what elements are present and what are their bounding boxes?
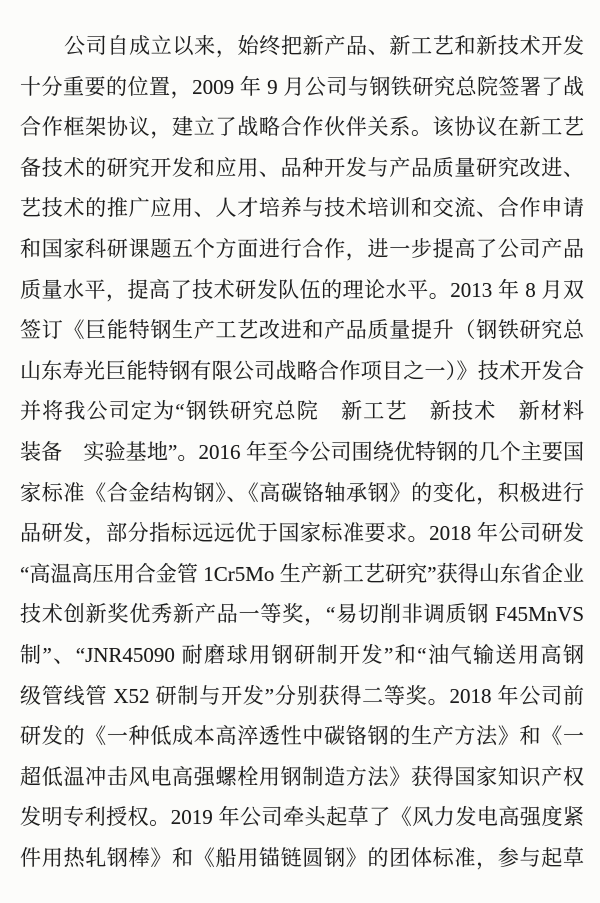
text-line: 山东寿光巨能特钢有限公司战略合作项目之一）》技术开发合 — [20, 358, 584, 383]
text-line: 质量水平，提高了技术研发队伍的理论水平。2013 年 8 月双 — [20, 277, 584, 302]
text-line: 合作框架协议，建立了战略合作伙伴关系。该协议在新工艺 — [20, 115, 584, 140]
text-line: 备技术的研究开发和应用、品种开发与产品质量研究改进、 — [20, 155, 584, 180]
text-line: 超低温冲击风电高强螺栓用钢制造方法》获得国家知识产权 — [20, 764, 584, 789]
text-line: 技术创新奖优秀新产品一等奖，“易切削非调质钢 F45MnVS — [20, 602, 584, 627]
text-line: 件用热轧钢棒》和《船用锚链圆钢》的团体标准，参与起草 — [20, 845, 584, 870]
text-line: 家标准《合金结构钢》、《高碳铬轴承钢》的变化，积极进行 — [20, 480, 584, 505]
text-line: 并将我公司定为“钢铁研究总院 新工艺 新技术 新材料 — [20, 399, 584, 424]
text-line: 艺技术的推广应用、人才培养与技术培训和交流、合作申请 — [20, 196, 584, 221]
text-line: 发明专利授权。2019 年公司牵头起草了《风力发电高强度紧 — [20, 805, 584, 830]
text-line: 公司自成立以来，始终把新产品、新工艺和新技术开发 — [64, 34, 584, 58]
text-line: 十分重要的位置，2009 年 9 月公司与钢铁研究总院签署了战 — [20, 74, 584, 99]
text-line: 制”、“JNR45090 耐磨球用钢研制开发”和“油气输送用高钢 — [20, 642, 584, 667]
text-line: 装备 实验基地”。2016 年至今公司围绕优特钢的几个主要国 — [20, 439, 584, 464]
text-line: “高温高压用合金管 1Cr5Mo 生产新工艺研究”获得山东省企业 — [20, 561, 584, 586]
text-line: 和国家科研课题五个方面进行合作，进一步提高了公司产品 — [20, 236, 584, 261]
text-line: 研发的《一种低成本高淬透性中碳铬钢的生产方法》和《一 — [20, 724, 584, 749]
text-line: 签订《巨能特钢生产工艺改进和产品质量提升（钢铁研究总 — [20, 318, 584, 343]
text-line: 级管线管 X52 研制与开发”分别获得二等奖。2018 年公司前 — [20, 683, 584, 708]
text-line: 品研发，部分指标远远优于国家标准要求。2018 年公司研发 — [20, 521, 584, 546]
paragraph — [20, 26, 584, 878]
